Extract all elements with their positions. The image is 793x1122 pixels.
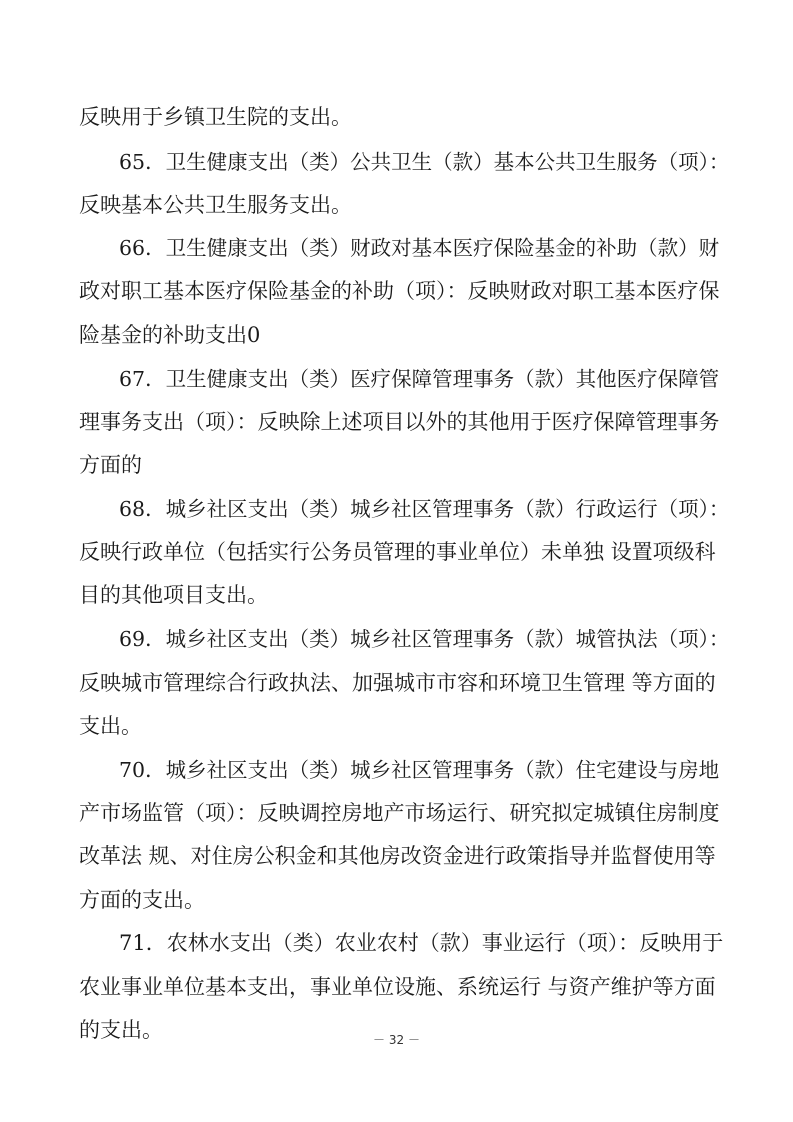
text-line: 支出。 (79, 714, 142, 738)
text-line: 71．农林水支出（类）农业农村（款）事业运行（项）：反映用于 (119, 931, 724, 955)
page-number: － 32 － (373, 1033, 420, 1047)
text-line: 方面的 (79, 453, 142, 477)
text-line: 66．卫生健康支出（类）财政对基本医疗保险基金的补助（款）财 (119, 236, 720, 260)
text-line: 反映用于乡镇卫生院的支出。 (79, 105, 352, 129)
text-line: 反映城市管理综合行政执法、加强城市市容和环境卫生管理 等方面的 (79, 671, 716, 695)
text-line: 方面的支出。 (79, 888, 205, 912)
text-line: 68．城乡社区支出（类）城乡社区管理事务（款）行政运行（项）： (119, 497, 730, 521)
text-line: 的支出。 (79, 1018, 163, 1042)
text-line: 险基金的补助支出0 (79, 323, 261, 347)
text-line: 70．城乡社区支出（类）城乡社区管理事务（款）住宅建设与房地 (119, 758, 720, 782)
text-line: 65．卫生健康支出（类）公共卫生（款）基本公共卫生服务（项）： (119, 150, 730, 174)
text-line: 改革法 规、对住房公积金和其他房改资金进行政策指导并监督使用等 (79, 844, 716, 868)
text-line: 农业事业单位基本支出，事业单位设施、系统运行 与资产维护等方面 (79, 975, 716, 999)
text-line: 产市场监管（项）：反映调控房地产市场运行、研究拟定城镇住房制度 (79, 801, 720, 825)
text-line: 69．城乡社区支出（类）城乡社区管理事务（款）城管执法（项）： (119, 627, 730, 651)
text-line: 目的其他项目支出。 (79, 583, 268, 607)
text-line: 反映行政单位（包括实行公务员管理的事业单位）未单独 设置项级科 (79, 540, 716, 564)
text-line: 理事务支出（项）：反映除上述项目以外的其他用于医疗保障管理事务 (79, 410, 720, 434)
text-line: 67．卫生健康支出（类）医疗保障管理事务（款）其他医疗保障管 (119, 367, 720, 391)
text-line: 反映基本公共卫生服务支出。 (79, 193, 352, 217)
text-line: 政对职工基本医疗保险基金的补助（项）：反映财政对职工基本医疗保 (79, 279, 720, 303)
